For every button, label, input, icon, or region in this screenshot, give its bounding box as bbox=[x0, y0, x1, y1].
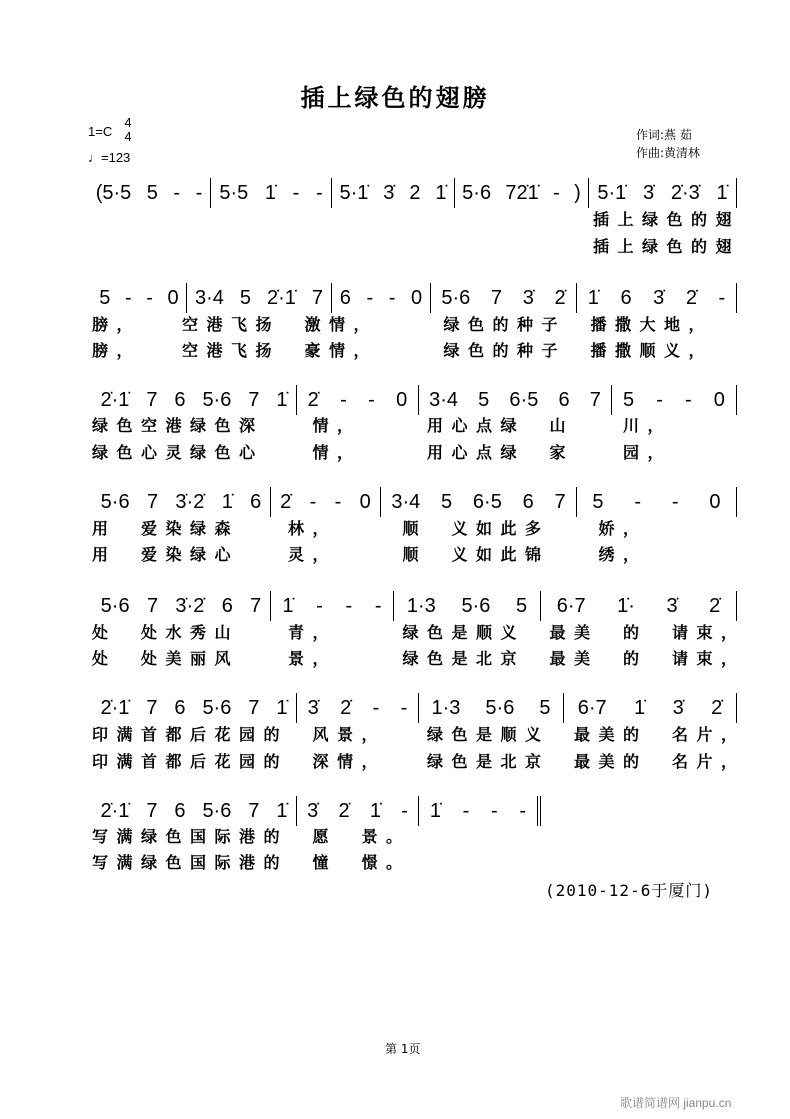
measure bbox=[332, 178, 455, 208]
note: 0 bbox=[396, 388, 408, 411]
dash-extension: - bbox=[491, 799, 498, 822]
note: 1̇ bbox=[276, 388, 288, 411]
note: 1̇ bbox=[429, 799, 441, 822]
dash-extension: - bbox=[366, 286, 374, 309]
dash-extension: - bbox=[125, 286, 132, 309]
note: 7 bbox=[311, 286, 323, 309]
dash-extension: - bbox=[685, 388, 692, 411]
note: 3̇ bbox=[672, 696, 684, 719]
note: 0 bbox=[167, 286, 179, 309]
dash-extension: - bbox=[195, 181, 203, 204]
note: 1̇ bbox=[264, 181, 277, 204]
measure bbox=[297, 385, 419, 415]
note: 6 bbox=[250, 490, 262, 513]
note: 6 bbox=[174, 799, 186, 822]
note: 5·6 bbox=[485, 696, 515, 719]
measure bbox=[419, 693, 564, 723]
note: 5·1̇ bbox=[339, 181, 369, 204]
lyric-line-verse-2: 膀， 空港飞扬 豪情， 绿色的种子 播撒顺义， bbox=[92, 341, 714, 360]
note: 1̇ bbox=[282, 594, 294, 617]
lyric-line-verse-1: 处 处水秀山 青， 绿色是顺义 最美 的 请束， bbox=[92, 623, 746, 642]
measure bbox=[541, 591, 737, 621]
note: 2̇·1̇ bbox=[100, 799, 130, 822]
note: 5 bbox=[623, 388, 635, 411]
lyric-line-verse-2: 绿色心灵绿色心 情， 用心点绿 家 园， bbox=[92, 443, 673, 462]
note: 5 bbox=[146, 181, 158, 204]
note: 3·4 bbox=[429, 388, 458, 411]
note: 7 bbox=[248, 388, 260, 411]
note: 72̇1̇ bbox=[505, 181, 539, 204]
note: 2̇·1̇ bbox=[100, 696, 130, 719]
lyric-line-verse-1: 插上绿色的翅 bbox=[593, 210, 741, 229]
dash-extension: - bbox=[553, 181, 560, 204]
measure bbox=[92, 591, 271, 621]
note: 0 bbox=[709, 490, 721, 513]
note: 5 bbox=[441, 490, 453, 513]
lyric-line-verse-2: 用 爱染绿心 灵， 顺 义如此锦 绣， bbox=[92, 545, 648, 564]
note: 2̇·1̇ bbox=[266, 286, 296, 309]
measure bbox=[431, 283, 577, 313]
note: 5·1̇ bbox=[597, 181, 627, 204]
note: 2̇ bbox=[338, 799, 350, 822]
watermark: 歌谱简谱网 jianpu.cn bbox=[620, 1096, 732, 1110]
note: 1̇ bbox=[716, 181, 728, 204]
note: 6 bbox=[620, 286, 632, 309]
staff-system bbox=[0, 693, 790, 723]
note: 1̇ bbox=[634, 696, 646, 719]
measure bbox=[88, 178, 211, 208]
note: (5·5 bbox=[95, 181, 132, 204]
lyric-line-verse-2: 写满绿色国际港的 憧 憬。 bbox=[92, 853, 411, 872]
note: 7 bbox=[250, 594, 262, 617]
note: 1̇ bbox=[435, 181, 447, 204]
note: 1·3 bbox=[431, 696, 461, 719]
note: 5 bbox=[478, 388, 490, 411]
dash-extension: - bbox=[345, 594, 353, 617]
note: 2̇ bbox=[554, 286, 566, 309]
dash-extension: - bbox=[334, 490, 342, 513]
measure bbox=[92, 283, 187, 313]
staff-system bbox=[0, 283, 790, 313]
note: 5 bbox=[539, 696, 551, 719]
measure bbox=[297, 796, 419, 826]
note: 7 bbox=[589, 388, 601, 411]
measure bbox=[211, 178, 332, 208]
measure bbox=[187, 283, 332, 313]
note: 1̇ bbox=[587, 286, 599, 309]
note: 6·5 bbox=[509, 388, 539, 411]
time-signature bbox=[122, 116, 134, 144]
note: 5 bbox=[99, 286, 111, 309]
key-signature: 1=C bbox=[88, 124, 113, 139]
measure bbox=[92, 385, 297, 415]
note: 3̇ bbox=[307, 696, 319, 719]
note: 6 bbox=[221, 594, 233, 617]
dash-extension: - bbox=[462, 799, 470, 822]
note: 5·6 bbox=[100, 490, 130, 513]
note: 2̇ bbox=[709, 594, 721, 617]
staff-system bbox=[0, 796, 790, 826]
note: 5·6 bbox=[100, 594, 130, 617]
dash-extension: - bbox=[656, 388, 663, 411]
note: 2̇ bbox=[307, 388, 319, 411]
note: 3̇ bbox=[643, 181, 655, 204]
dash-extension: - bbox=[316, 181, 323, 204]
date-note: (2010-12-6于厦门) bbox=[545, 881, 713, 900]
dash-extension: - bbox=[671, 490, 679, 513]
dash-extension: - bbox=[173, 181, 181, 204]
note: 7 bbox=[146, 799, 158, 822]
note: 3̇·2̇ bbox=[175, 594, 205, 617]
dash-extension: - bbox=[292, 181, 300, 204]
measure bbox=[419, 385, 612, 415]
measure bbox=[564, 693, 737, 723]
note: 2̇·3̇ bbox=[670, 181, 700, 204]
note: 3̇ bbox=[522, 286, 534, 309]
note: 6 bbox=[558, 388, 570, 411]
note: 6 bbox=[174, 388, 186, 411]
song-title: 插上绿色的翅膀 bbox=[300, 84, 490, 112]
note: 5·5 bbox=[219, 181, 249, 204]
note: 5 bbox=[592, 490, 604, 513]
note: 2̇ bbox=[340, 696, 352, 719]
lyric-line-verse-1: 膀， 空港飞扬 激情， 绿色的种子 播撒大地， bbox=[92, 315, 714, 334]
dash-extension: - bbox=[340, 388, 347, 411]
measure bbox=[92, 796, 297, 826]
measure bbox=[612, 385, 737, 415]
note: ) bbox=[574, 181, 581, 204]
note: 1·3 bbox=[406, 594, 436, 617]
note: 3·4 bbox=[391, 490, 421, 513]
note: 7 bbox=[248, 696, 260, 719]
staff-system bbox=[0, 487, 790, 517]
note: 0 bbox=[359, 490, 371, 513]
dash-extension: - bbox=[316, 594, 323, 617]
note: 3̇ bbox=[383, 181, 395, 204]
dash-extension: - bbox=[309, 490, 317, 513]
dash-extension: - bbox=[146, 286, 153, 309]
composer-credit: 作曲:黄清林 bbox=[636, 146, 701, 160]
note: 7 bbox=[490, 286, 503, 309]
time-signature-top: 4 bbox=[124, 115, 132, 130]
staff-system bbox=[0, 178, 790, 208]
note: 6 bbox=[522, 490, 534, 513]
lyric-line-verse-1: 写满绿色国际港的 愿 景。 bbox=[92, 827, 411, 846]
staff-system bbox=[0, 591, 790, 621]
measure bbox=[589, 178, 737, 208]
note: 7 bbox=[146, 696, 158, 719]
note: 7 bbox=[146, 594, 159, 617]
tempo-marking: ♩=123 bbox=[88, 150, 131, 165]
note: 6·7 bbox=[577, 696, 607, 719]
note: 3̇ bbox=[666, 594, 678, 617]
dash-extension: - bbox=[372, 696, 380, 719]
measure bbox=[92, 693, 297, 723]
note: 2 bbox=[409, 181, 421, 204]
note: 2̇ bbox=[711, 696, 723, 719]
note: 7 bbox=[248, 799, 260, 822]
note: 1̇ bbox=[369, 799, 381, 822]
measure bbox=[455, 178, 589, 208]
note: 6·5 bbox=[472, 490, 502, 513]
lyric-line-verse-1: 印满首都后花园的 风景， 绿色是顺义 最美的 名片， bbox=[92, 725, 746, 744]
note: 0 bbox=[411, 286, 423, 309]
note: 5·6 bbox=[462, 181, 492, 204]
note: 0 bbox=[713, 388, 725, 411]
note: 1̇· bbox=[617, 594, 635, 617]
note: 6 bbox=[339, 286, 351, 309]
note: 7 bbox=[554, 490, 566, 513]
note: 3̇·2̇ bbox=[175, 490, 205, 513]
note: 3̇ bbox=[653, 286, 665, 309]
measure bbox=[92, 487, 271, 517]
note: 5 bbox=[239, 286, 251, 309]
lyric-line-verse-2: 插上绿色的翅 bbox=[593, 237, 741, 256]
note: 5·6 bbox=[202, 388, 232, 411]
page-number: 第 1页 bbox=[385, 1042, 421, 1056]
measure bbox=[332, 283, 431, 313]
measure bbox=[577, 487, 737, 517]
measure bbox=[394, 591, 541, 621]
note: 2̇ bbox=[280, 490, 292, 513]
lyric-line-verse-2: 处 处美丽风 景， 绿色是北京 最美 的 请束， bbox=[92, 649, 746, 668]
measure bbox=[297, 693, 419, 723]
lyric-line-verse-1: 绿色空港绿色深 情， 用心点绿 山 川， bbox=[92, 416, 673, 435]
note: 1̇ bbox=[276, 696, 288, 719]
note: 2̇·1̇ bbox=[100, 388, 130, 411]
measure bbox=[381, 487, 577, 517]
note: 5 bbox=[516, 594, 528, 617]
dash-extension: - bbox=[519, 799, 527, 822]
note: 1̇ bbox=[221, 490, 233, 513]
lyric-line-verse-1: 用 爱染绿森 林， 顺 义如此多 娇， bbox=[92, 519, 648, 538]
note: 5·6 bbox=[202, 696, 232, 719]
note: 2̇ bbox=[685, 286, 697, 309]
measure bbox=[271, 487, 381, 517]
dash-extension: - bbox=[400, 696, 408, 719]
dash-extension: - bbox=[401, 799, 408, 822]
note: 5·6 bbox=[202, 799, 232, 822]
lyricist-credit: 作词:燕 茹 bbox=[636, 128, 692, 142]
note: 3·4 bbox=[194, 286, 224, 309]
note: 7 bbox=[146, 490, 159, 513]
dash-extension: - bbox=[374, 594, 382, 617]
note: 6·7 bbox=[556, 594, 586, 617]
measure bbox=[577, 283, 737, 313]
dash-extension: - bbox=[634, 490, 642, 513]
measure bbox=[419, 796, 541, 826]
dash-extension: - bbox=[368, 388, 375, 411]
note: 1̇ bbox=[276, 799, 288, 822]
lyric-line-verse-2: 印满首都后花园的 深情， 绿色是北京 最美的 名片， bbox=[92, 752, 746, 771]
dash-extension: - bbox=[388, 286, 396, 309]
note: 5·6 bbox=[461, 594, 491, 617]
note: 3̇ bbox=[307, 799, 319, 822]
measure bbox=[271, 591, 394, 621]
note: 7 bbox=[146, 388, 158, 411]
time-signature-bottom: 4 bbox=[124, 129, 132, 144]
note: 6 bbox=[174, 696, 186, 719]
dash-extension: - bbox=[718, 286, 726, 309]
staff-system bbox=[0, 385, 790, 415]
note: 5·6 bbox=[441, 286, 471, 309]
